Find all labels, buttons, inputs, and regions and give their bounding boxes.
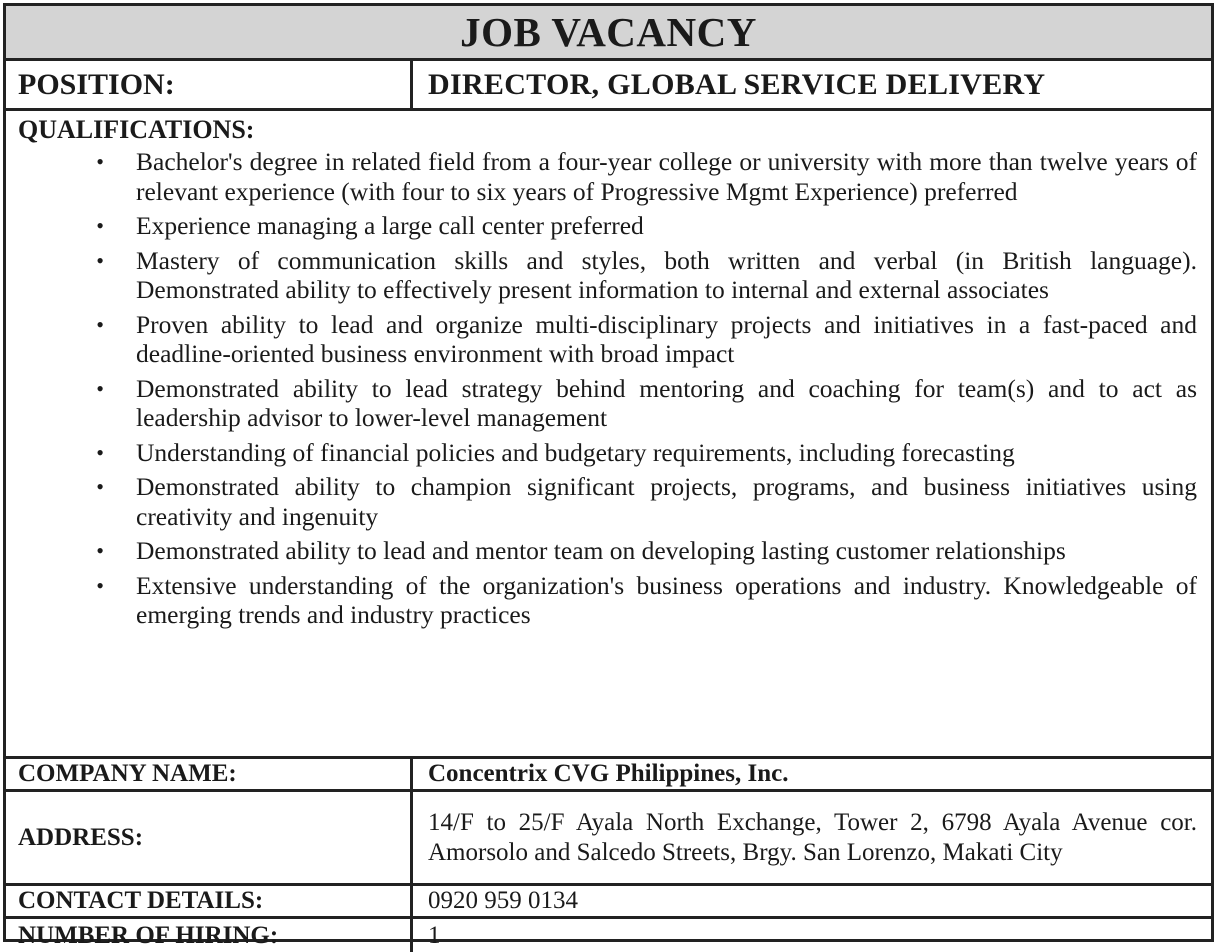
- bullet-icon: •: [96, 439, 104, 465]
- position-value: DIRECTOR, GLOBAL SERVICE DELIVERY: [428, 67, 1046, 101]
- address-value: 14/F to 25/F Ayala North Exchange, Tower 2, 6798 Ayala Avenue cor. Amorsolo and Salcedo Streets, Brgy. San Lorenzo, Makati City: [428, 808, 1197, 866]
- hiring-value: 1: [428, 921, 441, 949]
- bullet-icon: •: [96, 247, 104, 273]
- position-label: POSITION:: [6, 61, 413, 108]
- qualification-text: Understanding of financial policies and budgetary requirements, including forecasting: [136, 437, 1015, 467]
- list-item: [18, 374, 1197, 433]
- contact-label: CONTACT DETAILS:: [6, 886, 413, 916]
- contact-row: [6, 886, 1211, 919]
- list-item: [18, 438, 1197, 468]
- qualification-text: Demonstrated ability to lead and mentor team on developing lasting customer relationships: [136, 536, 1066, 565]
- list-item: [18, 571, 1197, 630]
- company-value: Concentrix CVG Philippines, Inc.: [428, 760, 789, 787]
- bullet-icon: •: [96, 149, 104, 174]
- job-vacancy-sheet: [3, 3, 1214, 949]
- qualification-text: Mastery of communication skills and styles, both written and verbal (in British language). Demonstrated ability to effectively present information to internal and external associates: [136, 245, 1197, 304]
- qualification-text: Extensive understanding of the organization's business operations and industry. Knowledgeable of emerging trends and industry practices: [136, 570, 1197, 629]
- hiring-label: NUMBER OF HIRING:: [6, 919, 413, 952]
- bullet-icon: •: [96, 572, 104, 598]
- list-item: [18, 536, 1197, 566]
- qualification-text: Experience managing a large call center preferred: [136, 211, 644, 240]
- qualification-text: Proven ability to lead and organize multi-disciplinary projects and initiatives in a fast-paced and deadline-oriented business environment with broad impact: [136, 309, 1197, 368]
- qualification-text: Demonstrated ability to champion significant projects, programs, and business initiatives using creativity and ingenuity: [136, 472, 1197, 531]
- position-row: [6, 61, 1211, 111]
- hiring-row: [6, 919, 1211, 952]
- list-item: [18, 472, 1197, 531]
- list-item: [18, 211, 1197, 241]
- address-row: [6, 792, 1211, 886]
- contact-value: 0920 959 0134: [428, 887, 578, 914]
- bullet-icon: •: [96, 213, 104, 238]
- address-label: ADDRESS:: [6, 792, 413, 883]
- bullet-icon: •: [96, 538, 104, 563]
- bullet-icon: •: [96, 375, 104, 401]
- qualifications-list: [18, 147, 1197, 630]
- list-item: [18, 147, 1197, 206]
- bullet-icon: •: [96, 474, 104, 499]
- qualification-text: Demonstrated ability to lead strategy behind mentoring and coaching for team(s) and to act as leadership advisor to lower-level management: [136, 373, 1197, 432]
- company-label: COMPANY NAME:: [6, 759, 413, 789]
- qualification-text: Bachelor's degree in related field from a four-year college or university with more than twelve years of relevant experience (with four to six years of Progressive Mgmt Experience) preferred: [136, 147, 1197, 206]
- bullet-icon: •: [96, 311, 104, 337]
- qualifications-title: QUALIFICATIONS:: [18, 115, 255, 144]
- qualifications-section: [6, 111, 1211, 759]
- company-row: [6, 759, 1211, 792]
- list-item: [18, 310, 1197, 369]
- page-title: JOB VACANCY: [6, 6, 1211, 61]
- list-item: [18, 246, 1197, 305]
